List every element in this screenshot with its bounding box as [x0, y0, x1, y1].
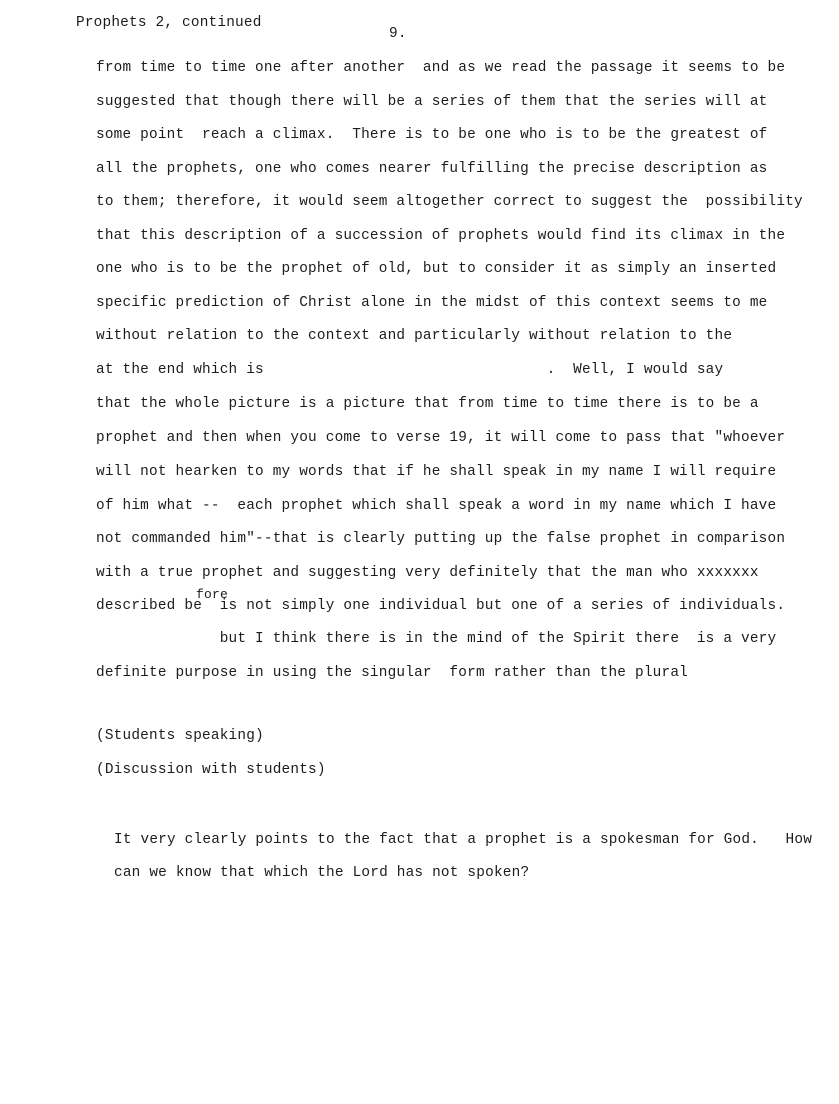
- body-line: suggested that though there will be a series of them that the series will at: [96, 94, 768, 110]
- body-line: without relation to the context and particularly without relation to the: [96, 328, 733, 344]
- speaker-note: (Discussion with students): [96, 762, 326, 778]
- page-number: 9.: [389, 26, 407, 42]
- body-line: not commanded him"--that is clearly putting up the false prophet in comparison: [96, 531, 786, 547]
- interlinear-insertion: fore: [196, 587, 229, 602]
- body-line: at the end which is . Well, I would say: [96, 362, 724, 378]
- body-line: but I think there is in the mind of the Spirit there is a very: [96, 631, 777, 647]
- body-line: some point reach a climax. There is to be one who is to be the greatest of: [96, 127, 768, 143]
- body-line: that the whole picture is a picture that from time to time there is to be a: [96, 396, 759, 412]
- speaker-note: (Students speaking): [96, 728, 264, 744]
- body-line: with a true prophet and suggesting very definitely that the man who xxxxxxx: [96, 565, 759, 581]
- body-line: will not hearken to my words that if he shall speak in my name I will require: [96, 464, 777, 480]
- body-line: definite purpose in using the singular form rather than the plural: [96, 665, 688, 681]
- running-header: Prophets 2, continued: [76, 15, 262, 31]
- body-line: prophet and then when you come to verse 19, it will come to pass that "whoever: [96, 430, 786, 446]
- body-line: described be is not simply one individual but one of a series of individuals.: [96, 598, 786, 614]
- closing-line: can we know that which the Lord has not spoken?: [114, 865, 530, 881]
- body-line: all the prophets, one who comes nearer fulfilling the precise description as: [96, 161, 768, 177]
- body-line: to them; therefore, it would seem altogether correct to suggest the possibility: [96, 194, 803, 210]
- body-line: that this description of a succession of prophets would find its climax in the: [96, 228, 786, 244]
- body-line: specific prediction of Christ alone in the midst of this context seems to me: [96, 295, 768, 311]
- closing-line: It very clearly points to the fact that a prophet is a spokesman for God. How: [114, 832, 813, 848]
- body-line: of him what -- each prophet which shall speak a word in my name which I have: [96, 498, 777, 514]
- body-line: from time to time one after another and as we read the passage it seems to be: [96, 60, 786, 76]
- body-line: one who is to be the prophet of old, but to consider it as simply an inserted: [96, 261, 777, 277]
